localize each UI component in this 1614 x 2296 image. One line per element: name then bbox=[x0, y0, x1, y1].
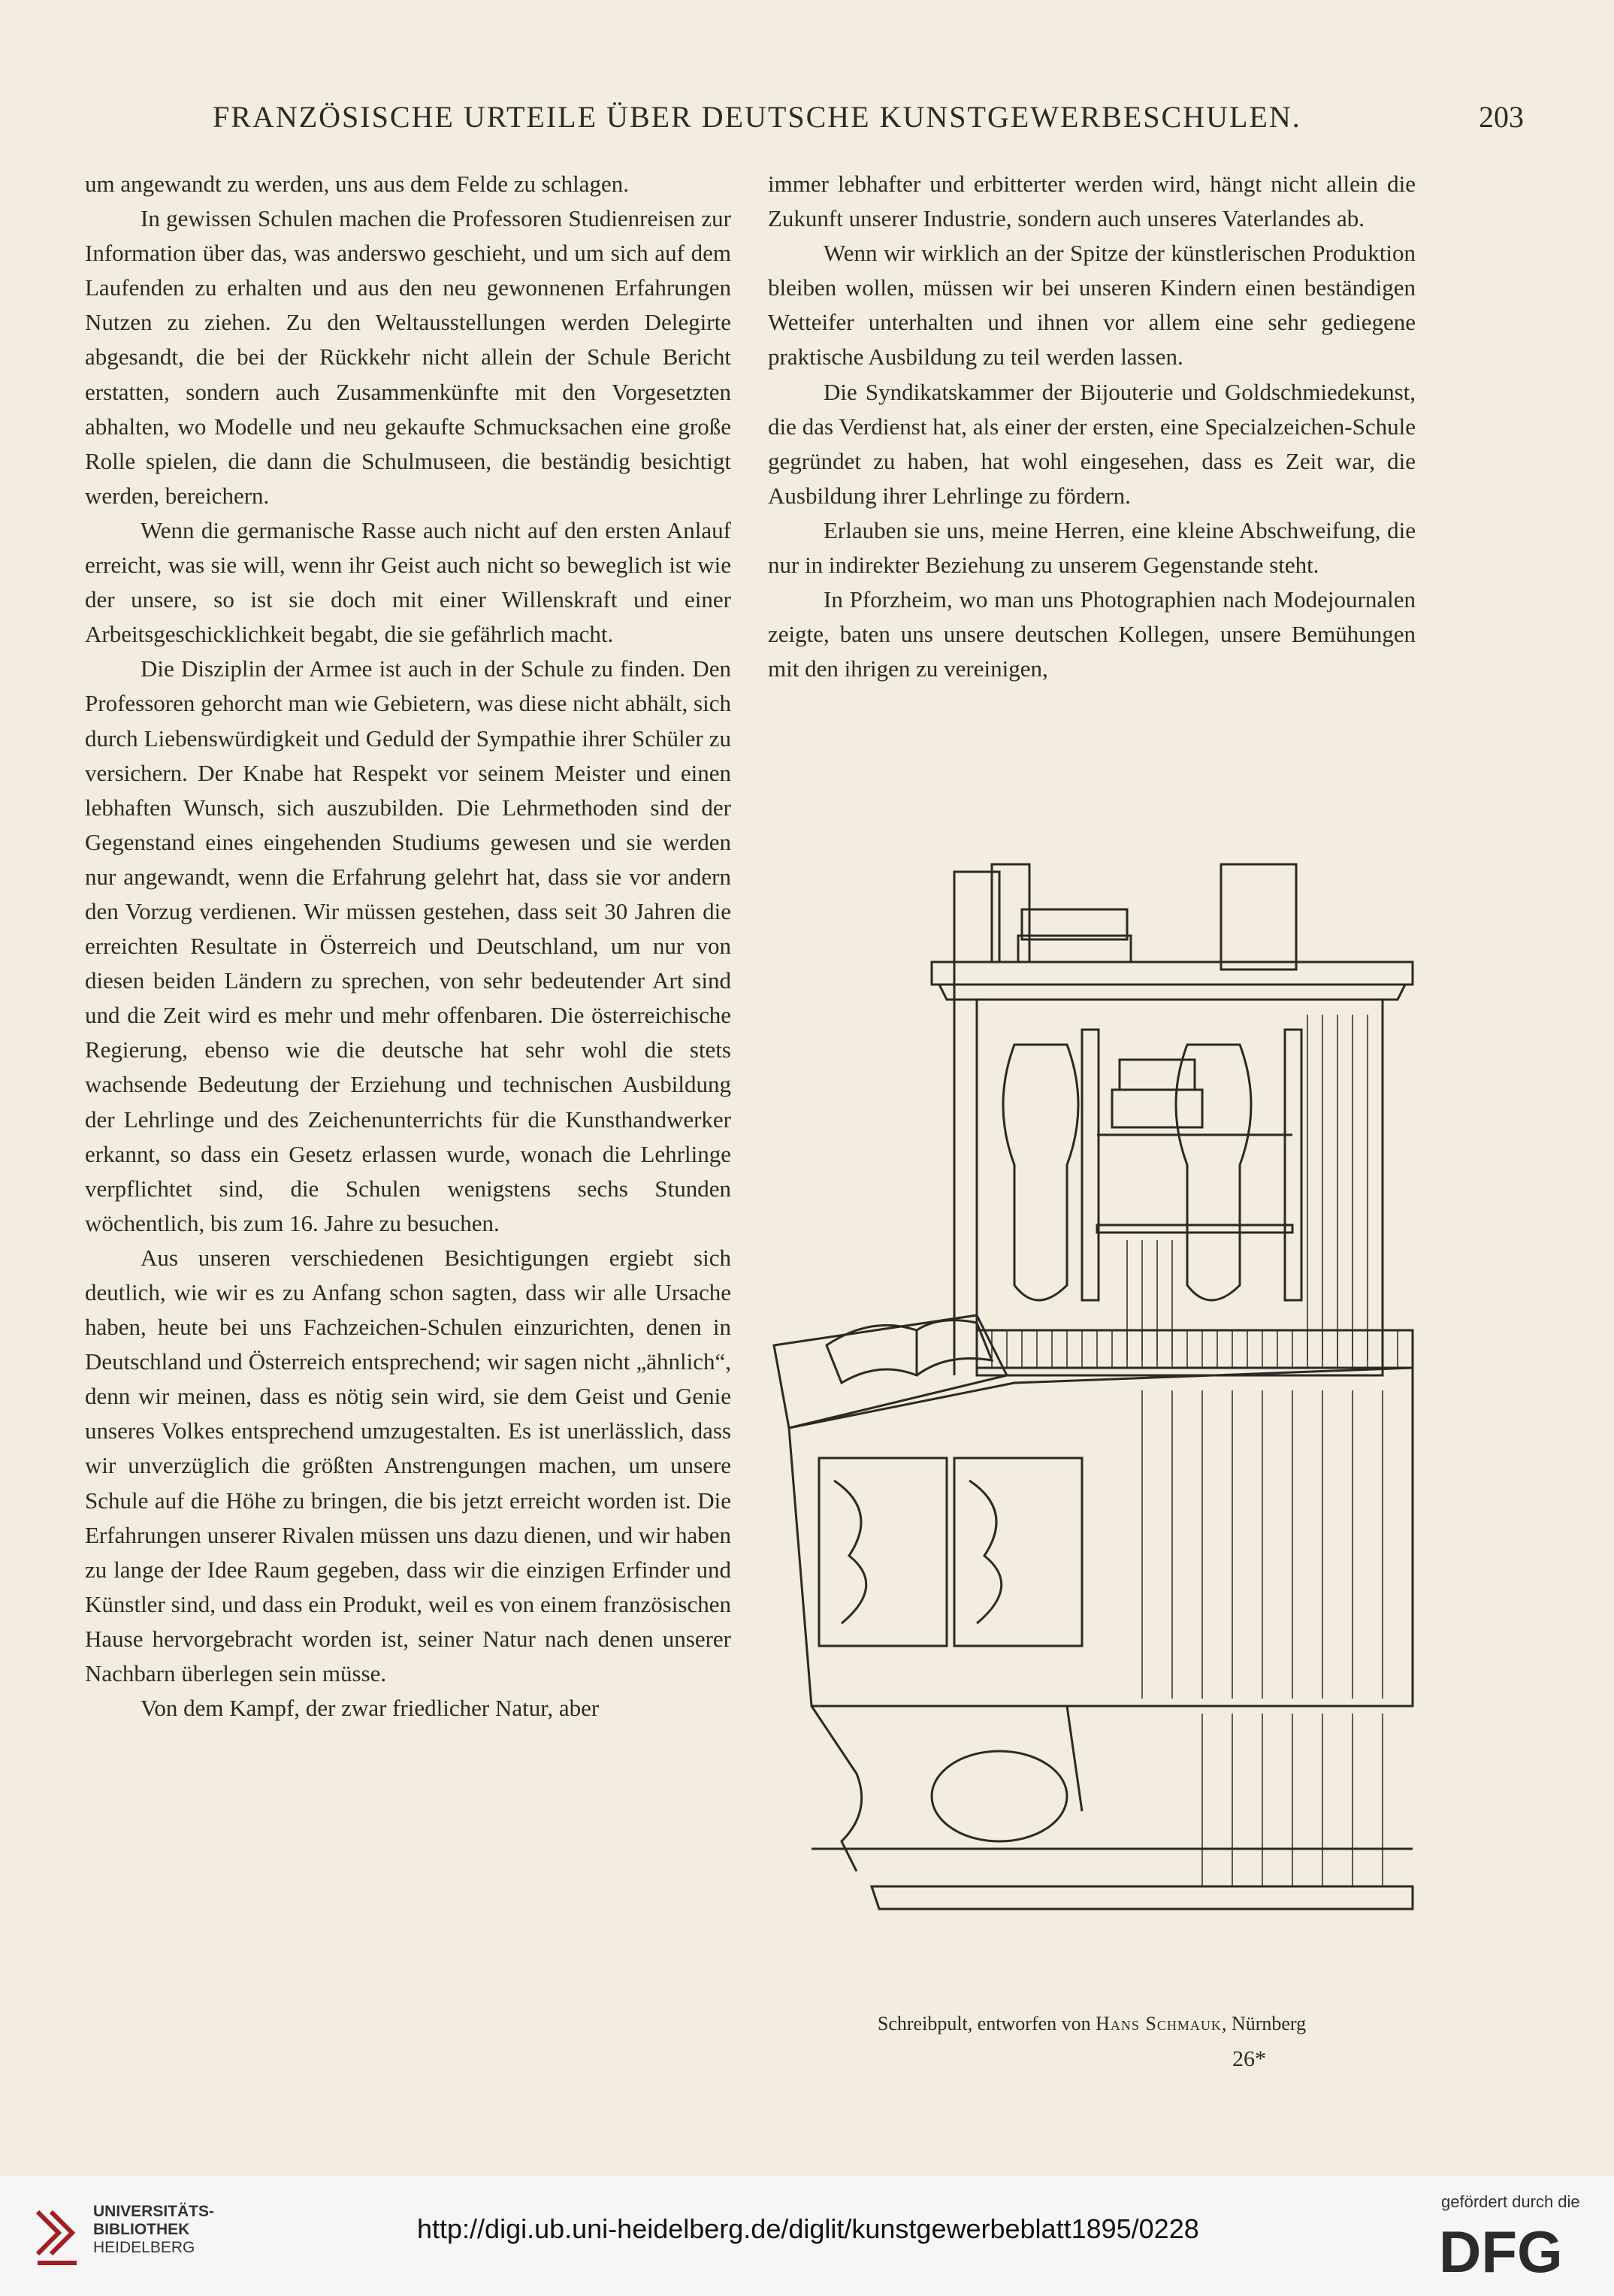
paragraph: Erlauben sie uns, meine Herren, eine kleine Abschweifung, die nur in indirekter Beziehung zu unserem Gegenstande steht. bbox=[768, 516, 1416, 579]
right-text-column bbox=[768, 167, 1416, 686]
paragraph: In gewissen Schulen machen die Professoren Studienreisen zur Information über das, was anderswo geschieht, und um sich auf dem Laufenden zu erhalten und aus den neu gewonnenen Erfahrungen Nutzen zu ziehen. Zu den Weltausstellungen werden Delegirte abgesandt, die bei der Rückkehr nicht allein der Schule Bericht erstatten, sondern auch Zusammenkünfte mit den Vorgesetzten abhalten, wo Modelle und neu gekaufte Schmucksachen eine große Rolle spielen, die dann die Schulmuseen, die beständig besichtigt werden, bereichern. bbox=[85, 205, 731, 509]
library-name-line: BIBLIOTHEK bbox=[93, 2221, 190, 2238]
book bbox=[992, 864, 1029, 962]
paragraph: Wenn die germanische Rasse auch nicht auf den ersten Anlauf erreicht, was sie will, wenn ihr Geist auch nicht so beweglich ist wie der unsere, so ist sie doch mit einer Willenskraft und einer Arbeitsgeschicklichkeit begabt, die sie gefährlich macht. bbox=[85, 516, 731, 648]
caption-prefix: Schreibpult, entworfen von bbox=[877, 2013, 1091, 2034]
paragraph: um angewandt zu werden, uns aus dem Felde zu schlagen. bbox=[85, 171, 629, 197]
digitization-footer bbox=[0, 2176, 1614, 2296]
library-name-line: UNIVERSITÄTS- bbox=[93, 2203, 215, 2220]
paragraph: Von dem Kampf, der zwar friedlicher Natur, aber bbox=[141, 1695, 600, 1722]
paragraph: Die Disziplin der Armee ist auch in der Schule zu finden. Den Professoren gehorcht man wie Gebietern, was diese nicht abhält, sich durch Liebenswürdigkeit und Geduld der Sympathie ihrer Schüler zu versichern. Der Knabe hat Respekt vor seinem Meister und einen lebhaften Wunsch, sich auszubilden. Die Lehrmethoden sind der Gegenstand eines eingehenden Studiums gewesen und sie werden nur angewandt, wenn die Erfahrung gelehrt hat, dass sie vor andern den Vorzug verdienen. Wir müssen gestehen, dass seit 30 Jahren die erreichten Resultate in Österreich und Deutschland, um nur von diesen beiden Ländern zu sprechen, von sehr bedeutender Art sind und die Zeit wird es mehr und mehr offenbaren. Die österreichische Regierung, ebenso wie die deutsche hat sehr wohl die stets wachsende Bedeutung der Erziehung und technischen Ausbildung der Lehrlinge und des Zeichenunterrichts für die Kunsthandwerker erkannt, so dass ein Gesetz erlassen wurde, wonach die Lehrlinge verpflichtet sind, die Schulen wenigstens sechs Stunden wöchentlich, bis zum 16. Jahre zu besuchen. bbox=[85, 655, 731, 1236]
paragraph: Wenn wir wirklich an der Spitze der künstlerischen Produktion bleiben wollen, müssen wir bei unseren Kindern einen beständigen Wetteifer unterhalten und ihnen vor allem eine sehr gediegene praktische Ausbildung zu teil werden lassen. bbox=[768, 240, 1416, 371]
funded-by-label: gefördert durch die bbox=[1441, 2192, 1580, 2211]
signature-mark: 26* bbox=[1232, 2046, 1266, 2071]
dfg-logo-icon bbox=[1439, 2222, 1589, 2278]
book bbox=[1221, 864, 1296, 970]
source-url-link[interactable]: http://digi.ub.uni-heidelberg.de/diglit/kunstgewerbeblatt1895/0228 bbox=[417, 2213, 1199, 2244]
library-logo-icon bbox=[32, 2204, 84, 2267]
page-number: 203 bbox=[1479, 100, 1524, 134]
paragraph: In Pforzheim, wo man uns Photographien nach Modejournalen zeigte, baten uns unsere deutschen Kollegen, unsere Bemühungen mit den ihrigen zu vereinigen, bbox=[768, 586, 1416, 682]
caption-designer: Hans Schmauk bbox=[1096, 2013, 1222, 2034]
running-title: FRANZÖSISCHE URTEILE ÜBER DEUTSCHE KUNSTGEWERBESCHULEN. bbox=[213, 100, 1301, 134]
paragraph: Die Syndikatskammer der Bijouterie und Goldschmiedekunst, die das Verdienst hat, als einer der ersten, eine Specialzeichen-Schule gegründet zu haben, hat wohl eingesehen, dass es Zeit war, die Ausbildung ihrer Lehrlinge zu fördern. bbox=[768, 378, 1416, 509]
writing-desk-illustration bbox=[766, 834, 1428, 2014]
desk-engraving bbox=[766, 834, 1428, 2014]
left-text-column bbox=[85, 167, 731, 1726]
paragraph: immer lebhafter und erbitterter werden wird, hängt nicht allein die Zukunft unserer Industrie, sondern auch unseres Vaterlandes ab. bbox=[768, 171, 1416, 232]
library-name bbox=[93, 2203, 214, 2257]
running-header bbox=[75, 99, 1524, 144]
svg-text:DFG: DFG bbox=[1439, 2222, 1563, 2278]
library-name-line: HEIDELBERG bbox=[93, 2239, 195, 2256]
caption-suffix: , Nürnberg bbox=[1221, 2013, 1307, 2034]
figure-caption bbox=[768, 2013, 1416, 2035]
paragraph: Aus unseren verschiedenen Besichtigungen ergiebt sich deutlich, wie wir es zu Anfang schon sagten, dass wir alle Ursache haben, heute bei uns Fachzeichen-Schulen einzurichten, denen in Deutschland und Österreich entsprechend; wir sagen nicht „ähnlich“, denn wir meinen, dass es nötig sein wird, sie dem Geist und Genie unseres Volkes entsprechend umzugestalten. Es ist unerlässlich, dass wir unverzüglich die größten Anstrengungen machen, um unsere Schule auf die Höhe zu bringen, die bis jetzt erreicht worden ist. Die Erfahrungen unserer Rivalen müssen uns dazu dienen, und wir haben zu lange der Idee Raum gegeben, dass wir die einzigen Erfinder und Künstler sind, und dass ein Produkt, weil es von einem französischen Hause hervorgebracht worden ist, seiner Natur nach denen unserer Nachbarn überlegen sein müsse. bbox=[85, 1244, 731, 1687]
